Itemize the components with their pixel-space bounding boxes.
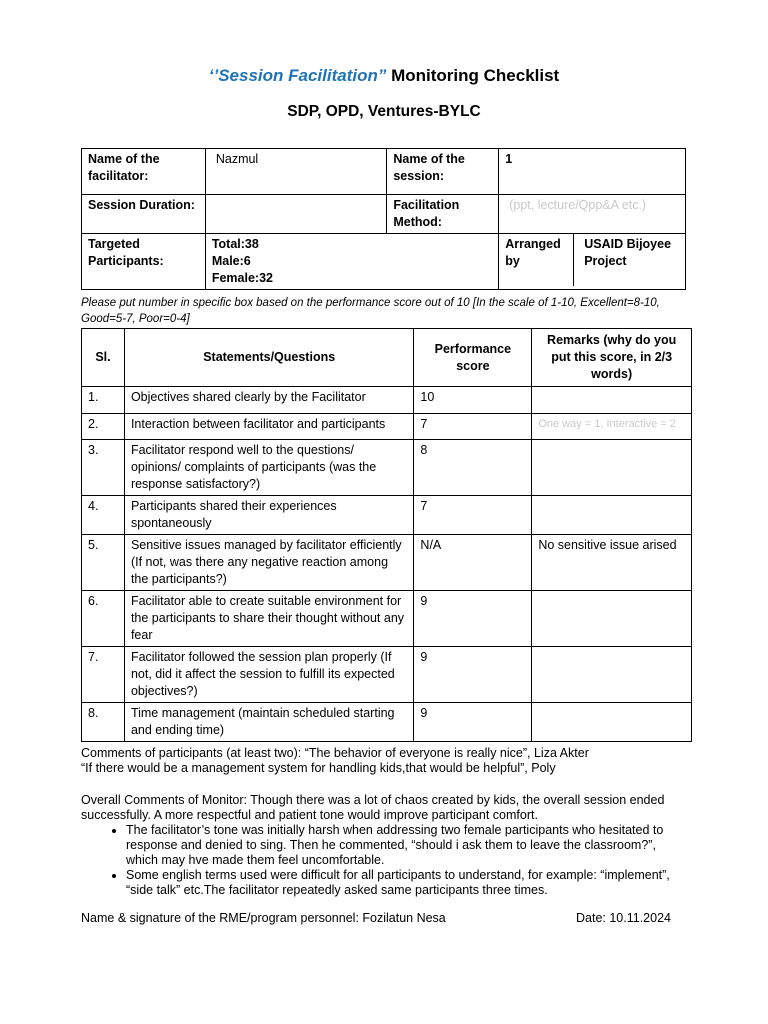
row-statement: Interaction between facilitator and participants: [124, 414, 413, 440]
row-sl: 7.: [82, 647, 125, 703]
row-remark: One way = 1, Interactive = 2: [532, 414, 692, 440]
row-score: 8: [414, 440, 532, 496]
row-sl: 4.: [82, 496, 125, 535]
row-score: 7: [414, 496, 532, 535]
instruction-note: Please put number in specific box based on the performance score out of 10 [In the scale of 1-10, Excellent=8-10, Good=5-7, Poor=0-4]: [81, 297, 660, 325]
row-statement: Facilitator able to create suitable environment for the participants to share their thought without any fear: [124, 591, 413, 647]
row-score: 9: [414, 703, 532, 742]
row-sl: 1.: [82, 387, 125, 414]
table-row: [82, 387, 692, 414]
info-row-duration: [82, 195, 686, 234]
row-score: N/A: [414, 535, 532, 591]
header-sl: Sl.: [82, 329, 125, 387]
row-remark: [532, 591, 692, 647]
signature-line: [81, 911, 691, 926]
duration-label: Session Duration:: [82, 195, 206, 234]
row-sl: 6.: [82, 591, 125, 647]
table-row: [82, 496, 692, 535]
participant-comment-2: “If there would be a management system for handling kids,that would be helpful”, Poly: [81, 761, 556, 775]
monitor-bullet: • Some english terms used were difficult for all participants to understand, for example: “implement”, “side talk” etc.The facilitator repeatedly asked same participants three times.: [126, 868, 691, 898]
participants-male: Male:6: [211, 254, 251, 268]
row-score: 7: [414, 414, 532, 440]
monitor-bullets: [81, 823, 691, 898]
arranged-label: Arranged by: [499, 234, 574, 286]
row-remark: [532, 496, 692, 535]
session-name-label: Name of the session:: [387, 149, 499, 195]
participants-total: Total:38: [211, 237, 259, 251]
monitor-intro: Overall Comments of Monitor: Though there was a lot of chaos created by kids, the overall session ended successfully. A more respectful and patient tone would improve participant comfort.: [81, 793, 665, 822]
row-statement: Sensitive issues managed by facilitator efficiently (If not, was there any negative reaction among the participants?): [124, 535, 413, 591]
row-statement: Time management (maintain scheduled starting and ending time): [124, 703, 413, 742]
table-row: [82, 703, 692, 742]
page-title: [0, 66, 768, 86]
table-row: [82, 591, 692, 647]
duration-value: [205, 195, 387, 234]
title-rest: Monitoring Checklist: [386, 66, 560, 85]
facilitator-value: Nazmul: [205, 149, 387, 195]
table-row: [82, 440, 692, 496]
signature-date: Date: 10.11.2024: [576, 911, 671, 925]
row-sl: 8.: [82, 703, 125, 742]
info-row-participants: [82, 234, 686, 290]
row-score: 9: [414, 591, 532, 647]
session-name-value: 1: [499, 149, 686, 195]
row-statement: Facilitator followed the session plan properly (If not, did it affect the session to fulfill its expected objectives?): [124, 647, 413, 703]
method-placeholder: (ppt, lecture/Qpp&A etc.): [499, 195, 686, 234]
row-remark: [532, 647, 692, 703]
info-row-names: [82, 149, 686, 195]
row-sl: 3.: [82, 440, 125, 496]
row-remark: [532, 440, 692, 496]
header-remarks: Remarks (why do you put this score, in 2/3 words): [532, 329, 692, 387]
table-row: [82, 414, 692, 440]
row-sl: 2.: [82, 414, 125, 440]
row-remark: [532, 387, 692, 414]
signature-label: Name & signature of the RME/program personnel: Fozilatun Nesa: [81, 911, 446, 925]
title-accent: ‘’Session Facilitation”: [208, 66, 387, 85]
facilitator-label: Name of the facilitator:: [82, 149, 206, 195]
scoring-header-row: [82, 329, 692, 387]
row-statement: Facilitator respond well to the questions/ opinions/ complaints of participants (was the response satisfactory?): [124, 440, 413, 496]
participants-female: Female:32: [211, 271, 273, 285]
row-statement: Objectives shared clearly by the Facilitator: [124, 387, 413, 414]
table-row: [82, 647, 692, 703]
participant-comment-1: Comments of participants (at least two): “The behavior of everyone is really nice”, Liza Akter: [81, 746, 589, 760]
session-info-table: [81, 148, 686, 290]
table-row: [82, 535, 692, 591]
row-statement: Participants shared their experiences spontaneously: [124, 496, 413, 535]
monitor-comments: [81, 793, 691, 898]
arranged-inner: [499, 234, 685, 286]
row-remark: [532, 703, 692, 742]
row-remark: No sensitive issue arised: [532, 535, 692, 591]
header-statements: Statements/Questions: [124, 329, 413, 387]
arranged-cell: [499, 234, 686, 290]
participant-comments: [81, 746, 691, 776]
scoring-table: [81, 328, 692, 742]
participants-label: Targeted Participants:: [82, 234, 206, 290]
monitor-bullet: • The facilitator’s tone was initially harsh when addressing two female participants who hesitated to response and denied to sing. Then he commented, “should i ask them to leave the classroom?”, which may hve made them feel uncomfortable.: [126, 823, 691, 868]
participants-counts: [205, 234, 498, 290]
row-score: 10: [414, 387, 532, 414]
row-sl: 5.: [82, 535, 125, 591]
method-label: Facilitation Method:: [387, 195, 499, 234]
page-subtitle: SDP, OPD, Ventures-BYLC: [287, 103, 481, 120]
header-score: Performance score: [414, 329, 532, 387]
arranged-value: USAID Bijoyee Project: [584, 237, 672, 268]
row-score: 9: [414, 647, 532, 703]
